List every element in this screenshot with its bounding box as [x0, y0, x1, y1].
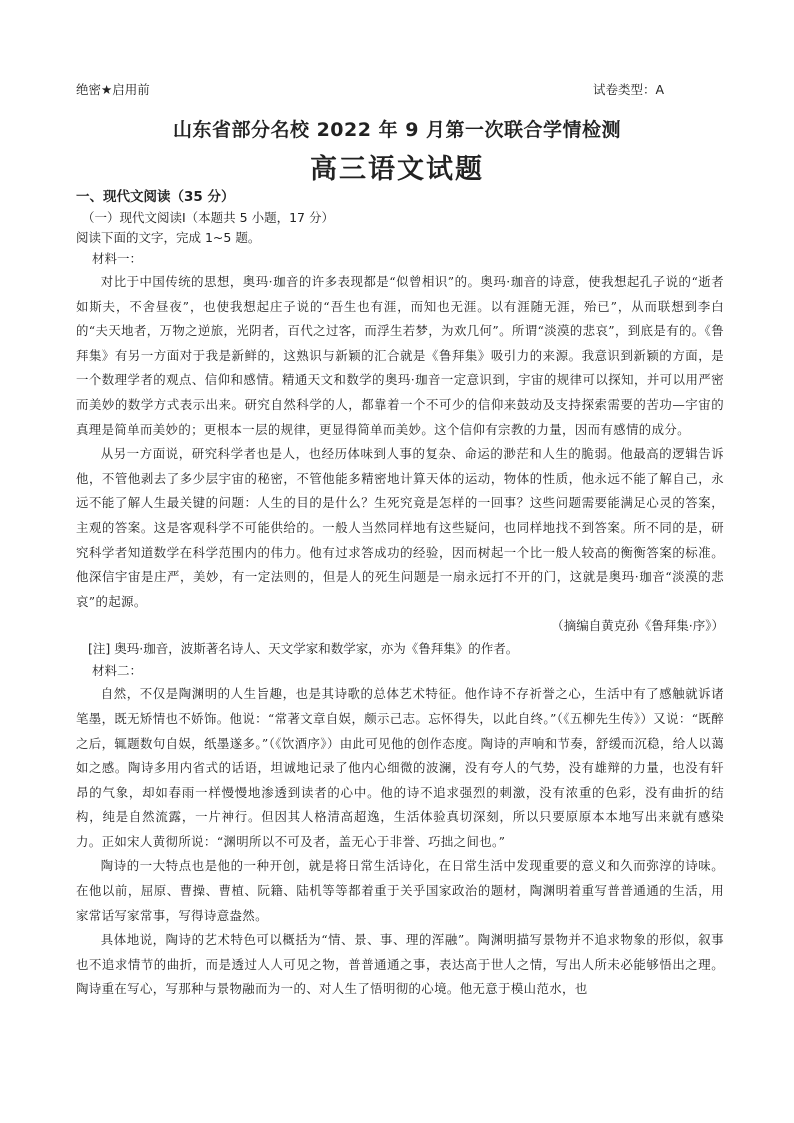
paper-type-label: 试卷类型：A — [592, 82, 664, 97]
material-one-source: （摘编自黄克孙《鲁拜集·序》） — [551, 618, 724, 634]
material-two-paragraph-1: 自然，不仅是陶渊明的人生旨趣，也是其诗歌的总体艺术特征。他作诗不存祈誉之心，生活中有了感触就诉诸笔墨，既无矫情也不娇饰。他说：“常著文章自娱，颇示己志。忘怀得失，以此自终。”（《五柳先生传》）又说：“既醉之后，辄题数句自娱，纸墨遂多。”（《饮酒序》）由此可见他的创作态度。陶诗的声响和节奏，舒缓而沉稳，给人以蔼如之感。陶诗多用内省式的话语，坦诚地记录了他内心细微的波澜，没有夸人的气势，没有雄辩的力量，也没有轩昂的气象，却如春雨一样慢慢地渗透到读者的心中。他的诗不追求强烈的刺激，没有浓重的色彩，没有曲折的结构，纯是自然流露，一片神行。但因其人格清高超逸，生活体验真切深刻，所以只要原原本本地写出来就有感染力。正如宋人黄彻所说：“渊明所以不可及者，盖无心于非誉、巧拙之间也。” — [76, 686, 724, 849]
exam-content — [76, 186, 724, 1002]
material-one-label: 材料一： — [92, 251, 143, 266]
secrecy-label: 绝密★启用前 — [76, 82, 150, 97]
section-heading: 一、现代文阅读（35 分） — [76, 189, 235, 205]
exam-title: 山东省部分名校 2022 年 9 月第一次联合学情检测 — [172, 119, 622, 141]
material-two-paragraph-2: 陶诗的一大特点也是他的一种开创，就是将日常生活诗化，在日常生活中发现重要的意义和久而弥淳的诗味。在他以前，屈原、曹操、曹植、阮籍、陆机等等都着重于关乎国家政治的题材，陶渊明着重写普普通通的生活，用家常话写家常事，写得诗意盎然。 — [76, 858, 724, 923]
reading-instruction: 阅读下面的文字，完成 1~5 题。 — [76, 230, 261, 245]
material-two-paragraph-3: 具体地说，陶诗的艺术特色可以概括为“情、景、事、理的浑融”。陶渊明描写景物并不追求物象的形似，叙事也不追求情节的曲折，而是透过人人可见之物，普普通通之事，表达高于世人之情，写出人所未必能够悟出之理。陶诗重在写心，写那种与景物融而为一的、对人生了悟明彻的心境。他无意于模山范水，也 — [76, 932, 724, 997]
material-one-note: [注] 奥玛·珈音，波斯著名诗人、天文学家和数学家，亦为《鲁拜集》的作者。 — [88, 641, 519, 657]
material-one-paragraph-2: 从另一方面说，研究科学者也是人，也经历体味到人事的复杂、命运的渺茫和人生的脆弱。他最高的逻辑告诉他，不管他剥去了多少层宇宙的秘密，不管他能多精密地计算天体的运动，物体的性质，他永远不能了解自己，永远不能了解人生最关键的问题：人生的目的是什么？生死究竟是怎样的一回事？这些问题需要能满足心灵的答案，主观的答案。这是客观科学不可能供给的。一般人当然同样地有这些疑问，也同样地找不到答案。所不同的是，研究科学者知道数学在科学范围内的伟力。他有过求答成功的经验，因而树起一个比一般人较高的衡衡答案的标准。他深信宇宙是庄严，美妙，有一定法则的，但是人的死生问题是一扇永远打不开的门，这就是奥玛·珈音“淡漠的悲哀”的起源。 — [76, 446, 724, 609]
material-one-paragraph-1: 对比于中国传统的思想，奥玛·珈音的许多表现都是“似曾相识”的。奥玛·珈音的诗意，使我想起孔子说的“逝者如斯夫，不舍昼夜”，也使我想起庄子说的“吾生也有涯，而知也无涯。以有涯随无涯，殆已”，从而联想到李白的“夫天地者，万物之逆旅，光阴者，百代之过客，而浮生若梦，为欢几何”。所谓“淡漠的悲哀”，到底是有的。《鲁拜集》有另一方面对于我是新鲜的，这熟识与新颖的汇合就是《鲁拜集》吸引力的来源。我意识到新颖的方面，是一个数理学者的观点、信仰和感情。精通天文和数学的奥玛·珈音一定意识到，宇宙的规律可以探知，并可以用严密而美妙的数学方式表示出来。研究自然科学的人，都靠着一个不可少的信仰来鼓动及支持探索需要的苦功—宇宙的真理是简单而美妙的；更根本一层的规律，更显得简单而美妙。这个信仰有宗教的力量，因而有感情的成分。 — [76, 274, 724, 437]
material-two-label: 材料二： — [92, 663, 143, 679]
sub-section-heading: （一）现代文阅读Ⅰ（本题共 5 小题，17 分） — [82, 210, 334, 225]
exam-subtitle: 高三语文试题 — [310, 154, 484, 185]
